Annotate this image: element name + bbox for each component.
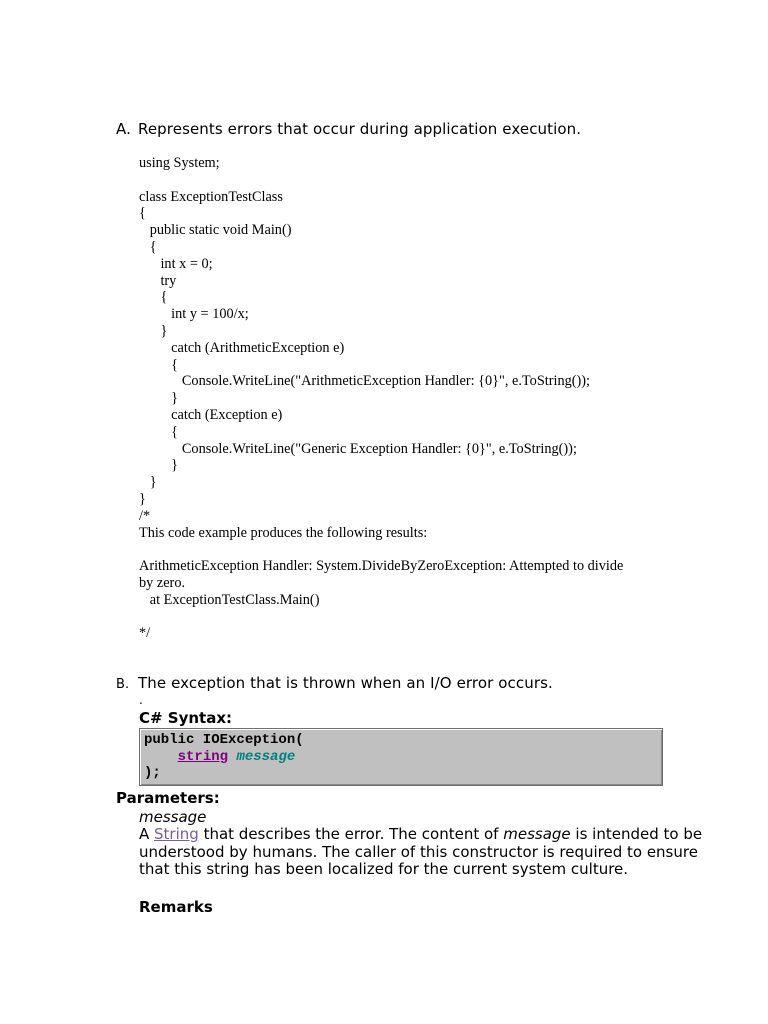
parameters-heading: Parameters: — [116, 789, 220, 807]
syntax-line-3: ); — [144, 765, 161, 781]
desc-suffix: is intended to be understood by humans. The caller of this constructor is required to ensure that this string has been localized for the current system culture. — [139, 825, 703, 878]
param-description — [139, 826, 709, 879]
syntax-line-1: public IOException( — [144, 732, 304, 748]
section-a-heading — [116, 120, 581, 138]
desc-prefix: A — [139, 825, 155, 843]
syntax-code — [144, 732, 662, 782]
syntax-box — [139, 728, 663, 786]
string-type-link[interactable]: string — [177, 748, 229, 765]
section-b-text: The exception that is thrown when an I/O error occurs. — [138, 674, 553, 692]
section-a-text: Represents errors that occur during application execution. — [138, 120, 582, 138]
string-link[interactable]: String — [154, 825, 199, 843]
section-b-heading — [116, 674, 553, 692]
desc-italic: message — [503, 825, 571, 843]
stray-dot: . — [139, 693, 143, 707]
code-example: using System; class ExceptionTestClass { public static void Main() { int x = 0; try { int y = 100/x; } catch (ArithmeticException e) { Console.WriteLine("ArithmeticException Handler: {0}", e.ToString()); } catch (Exception e) { Console.WriteLine("Generic Exception Handler: {0}", e.ToString()); } } } /* This code example produces the following results: ArithmeticException Handler: System.DivideByZeroException: Attempted to divide by zero. at ExceptionTestClass.Main() */ — [139, 155, 624, 642]
remarks-heading: Remarks — [139, 898, 213, 916]
desc-mid: that describes the error. The content of — [198, 825, 504, 843]
syntax-param: message — [236, 748, 296, 765]
syntax-heading: C# Syntax: — [139, 709, 233, 727]
list-marker-a: A. — [116, 120, 131, 138]
param-name: message — [139, 808, 207, 826]
list-marker-b: B. — [116, 677, 130, 692]
